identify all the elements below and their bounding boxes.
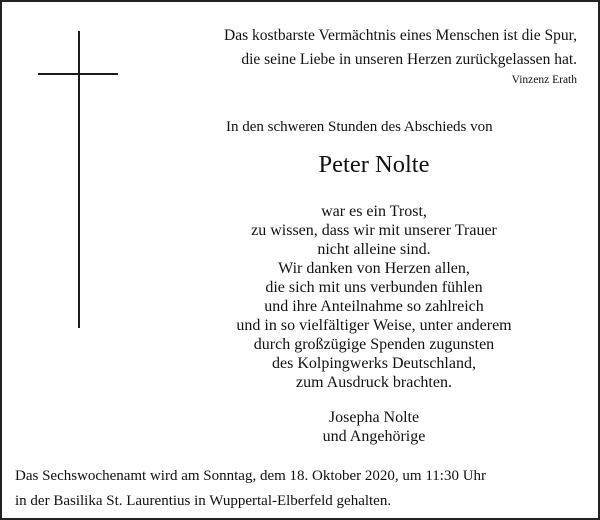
signature-line: und Angehörige (322, 428, 426, 445)
quote-line: Das kostbarste Vermächtnis eines Menschen ist die Spur, (224, 27, 577, 44)
thanks-line: und in so vielfältiger Weise, unter anderem (236, 317, 512, 334)
thanks-line: nicht alleine sind. (317, 241, 431, 258)
thanks-line: durch großzügige Spenden zugunsten (253, 336, 495, 353)
thanks-line: zum Ausdruck brachten. (296, 374, 452, 391)
thanks-line: zu wissen, dass wir mit unserer Trauer (251, 222, 497, 239)
thanks-line: Wir danken von Herzen allen, (278, 260, 470, 277)
deceased-name: Peter Nolte (318, 151, 430, 178)
service-line: Das Sechswochenamt wird am Sonntag, dem 18. Oktober 2020, um 11:30 Uhr (15, 468, 487, 484)
thanks-text (202, 202, 546, 392)
signature (282, 408, 466, 446)
thanks-line: die sich mit uns verbunden fühlen (265, 279, 483, 296)
service-line: in der Basilika St. Laurentius in Wuppertal-Elberfeld gehalten. (15, 493, 392, 509)
intro-text: In den schweren Stunden des Abschieds von (226, 119, 493, 135)
cross-vertical-bar (78, 31, 80, 328)
thanks-line: war es ein Trost, (321, 203, 427, 220)
service-announcement (15, 464, 486, 514)
signature-line: Josepha Nolte (328, 409, 420, 426)
quote-line: die seine Liebe in unseren Herzen zurückgelassen hat. (241, 51, 577, 68)
cross-horizontal-bar (38, 73, 118, 75)
thanks-line: und ihre Anteilnahme so zahlreich (264, 298, 484, 315)
thanks-line: des Kolpingwerks Deutschland, (272, 355, 476, 372)
quote (224, 24, 577, 72)
quote-author: Vinzenz Erath (511, 74, 577, 86)
